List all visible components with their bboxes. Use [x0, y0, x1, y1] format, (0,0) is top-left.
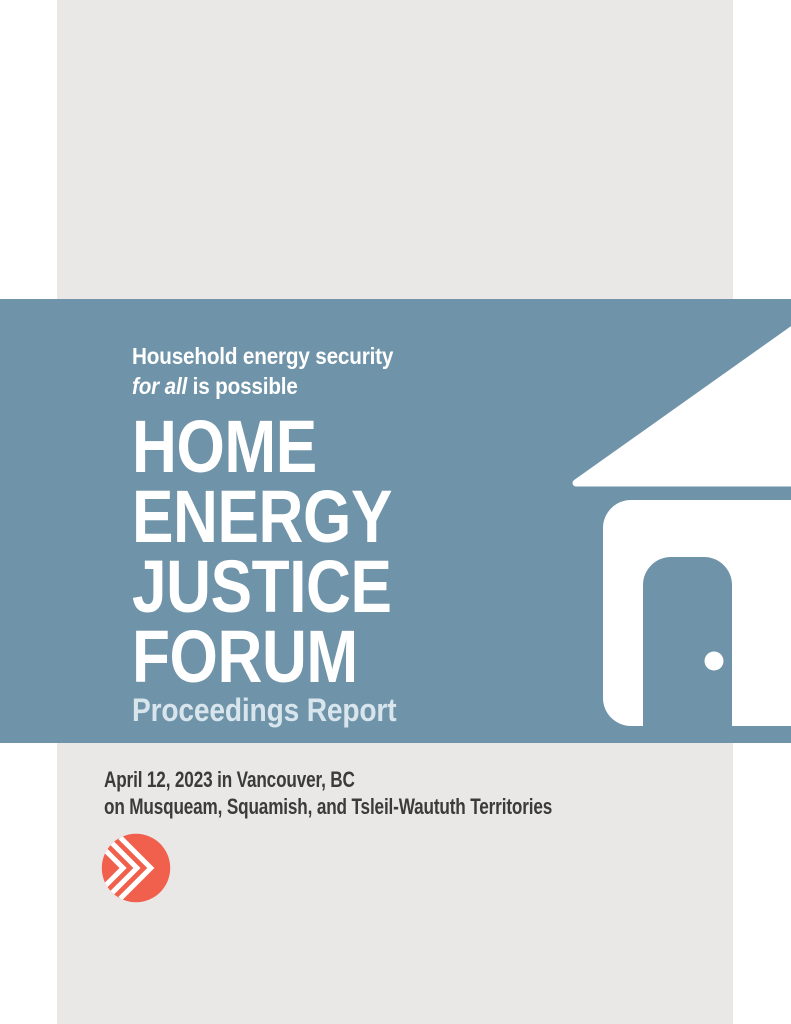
cover-title: [132, 405, 392, 698]
title-line-1: HOME: [132, 405, 317, 488]
subtitle-line2-rest: is possible: [187, 373, 298, 399]
event-details: [104, 766, 552, 820]
report-type-label: Proceedings Report: [132, 692, 397, 728]
subtitle-line1: Household energy security: [132, 343, 394, 369]
house-door: [643, 557, 732, 743]
door-knob: [705, 652, 724, 671]
chevron-circle-logo-icon: [99, 831, 173, 905]
title-band: [0, 299, 791, 743]
house-roof: [576, 307, 791, 483]
title-line-2: ENERGY: [132, 475, 392, 558]
subtitle-line2-italic: for all: [132, 373, 188, 399]
event-territories: on Musqueam, Squamish, and Tsleil-Waututh Territories: [104, 794, 553, 819]
title-line-4: FORUM: [132, 615, 358, 698]
house-icon: [560, 299, 791, 743]
cover-subtitle: [132, 341, 393, 401]
event-date-location: April 12, 2023 in Vancouver, BC: [104, 767, 355, 792]
title-line-3: JUSTICE: [132, 545, 392, 628]
